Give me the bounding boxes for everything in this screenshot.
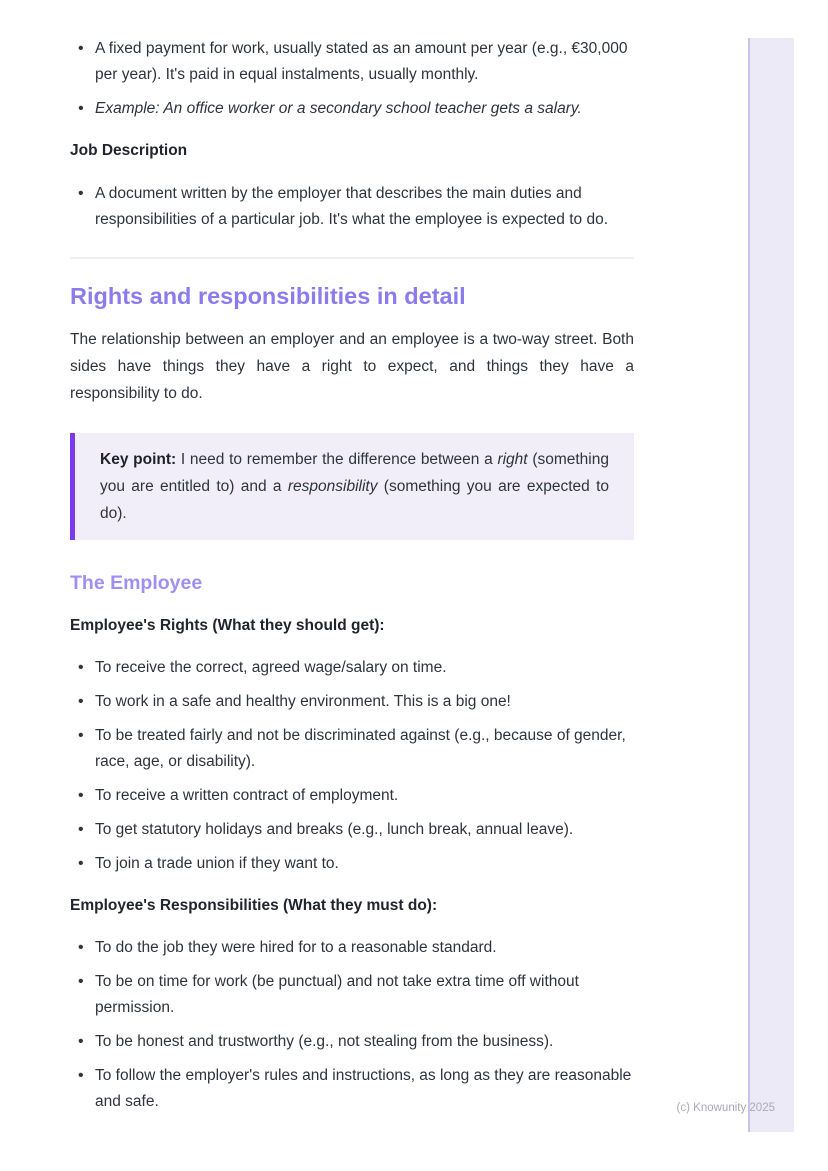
list-item-text: To do the job they were hired for to a reasonable standard. xyxy=(95,939,497,956)
key-point-segment: (something you are entitled to) and a xyxy=(100,451,609,495)
key-point-term: responsibility xyxy=(287,478,378,495)
list-item xyxy=(95,969,634,1021)
job-description-heading: Job Description xyxy=(70,142,188,159)
employee-responsibilities-list xyxy=(70,935,634,1115)
section-divider xyxy=(70,257,634,259)
list-item xyxy=(95,723,634,775)
list-item xyxy=(95,783,634,809)
key-point-segment: (something you are expected to do). xyxy=(100,478,609,522)
list-item-text: To follow the employer's rules and instructions, as long as they are reasonable and safe. xyxy=(95,1067,632,1110)
salary-bullet-list xyxy=(70,36,634,122)
key-point-text xyxy=(100,446,609,527)
section-title: Rights and responsibilities in detail xyxy=(70,283,466,309)
employee-rights-list xyxy=(70,655,634,877)
list-item xyxy=(95,655,634,681)
list-item-text: To join a trade union if they want to. xyxy=(95,855,339,872)
list-item xyxy=(95,689,634,715)
list-item xyxy=(95,1063,634,1115)
key-point-term: right xyxy=(497,451,528,468)
employee-responsibilities-heading: Employee's Responsibilities (What they must do): xyxy=(70,897,438,914)
list-item xyxy=(95,1029,634,1055)
list-item-text: To get statutory holidays and breaks (e.g., lunch break, annual leave). xyxy=(95,821,574,838)
list-item xyxy=(95,817,634,843)
copyright-footer: (c) Knowunity 2025 xyxy=(676,1102,775,1114)
list-item xyxy=(95,181,634,233)
page-content xyxy=(70,0,634,1123)
list-item-text: To be honest and trustworthy (e.g., not stealing from the business). xyxy=(95,1033,554,1050)
page-edge-strip xyxy=(748,38,794,1132)
key-point-label: Key point: xyxy=(100,451,177,468)
list-item-text: Example: An office worker or a secondary school teacher gets a salary. xyxy=(95,100,582,117)
list-item xyxy=(95,935,634,961)
list-item-example xyxy=(95,96,634,122)
list-item-text: A fixed payment for work, usually stated as an amount per year (e.g., €30,000 per year). It's paid in equal instalments, usually monthly. xyxy=(95,40,628,83)
list-item-text: To receive the correct, agreed wage/salary on time. xyxy=(95,659,447,676)
list-item-text: A document written by the employer that describes the main duties and responsibilities of a particular job. It's what the employee is expected to do. xyxy=(95,185,609,228)
key-point-segment: I need to remember the difference between a xyxy=(176,451,498,468)
intro-paragraph: The relationship between an employer and an employee is a two-way street. Both sides have things they have a right to expect, and things they have a responsibility to do. xyxy=(70,331,634,402)
list-item xyxy=(95,36,634,88)
list-item xyxy=(95,851,634,877)
employee-section-title: The Employee xyxy=(70,572,203,594)
list-item-text: To be on time for work (be punctual) and not take extra time off without permission. xyxy=(95,973,579,1016)
key-point-callout xyxy=(70,433,634,540)
list-item-text: To be treated fairly and not be discriminated against (e.g., because of gender, race, age, or disability). xyxy=(95,727,626,770)
list-item-text: To work in a safe and healthy environment. This is a big one! xyxy=(95,693,511,710)
list-item-text: To receive a written contract of employment. xyxy=(95,787,399,804)
job-description-bullet-list xyxy=(70,181,634,233)
employee-rights-heading: Employee's Rights (What they should get): xyxy=(70,617,385,634)
